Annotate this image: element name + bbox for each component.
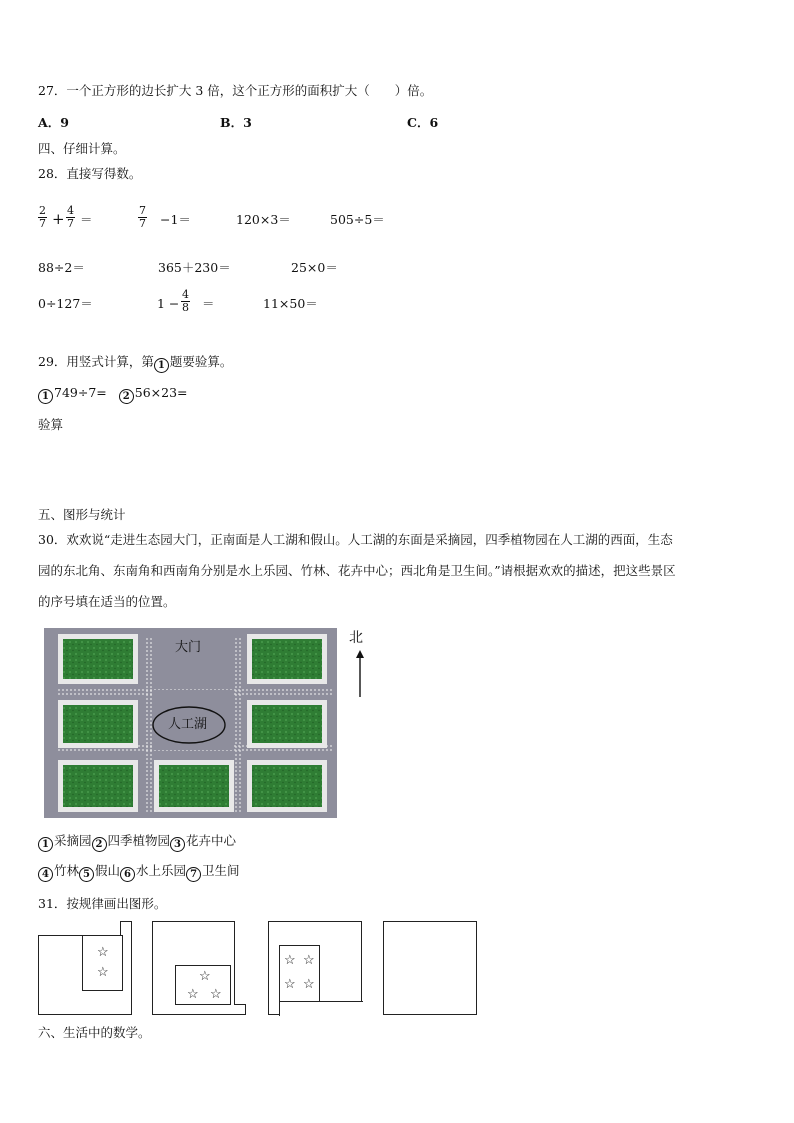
- expr-365plus230: 365＋230＝: [158, 260, 231, 275]
- circled-number: 6: [120, 867, 135, 882]
- expr-11x50: 11×50＝: [263, 296, 318, 311]
- map-block: [58, 634, 138, 684]
- circled-number: 1: [38, 837, 53, 852]
- star-icon: ☆: [284, 977, 296, 992]
- fraction-2-7: [38, 205, 47, 230]
- pattern-box-3: [268, 921, 362, 1015]
- legend-label: 采摘园: [54, 833, 92, 848]
- pattern-star-box: [175, 965, 231, 1005]
- q30-legend-row-2: [38, 863, 240, 882]
- legend-label: 假山: [95, 863, 121, 878]
- q27-option-b: B．3: [220, 115, 252, 130]
- map-block: [154, 760, 234, 812]
- equals-sign: ＝: [202, 296, 215, 311]
- star-icon: ☆: [284, 953, 296, 968]
- north-arrow-icon: [354, 650, 366, 698]
- legend-label: 水上乐园: [136, 863, 187, 878]
- minus-one-expr: −1＝: [160, 212, 191, 227]
- map-block: [58, 760, 138, 812]
- q30-legend-row-1: [38, 833, 236, 852]
- circled-number: 3: [170, 837, 185, 852]
- star-icon: ☆: [187, 987, 199, 1002]
- fraction-4-8: [181, 289, 190, 314]
- pattern-box-2: [152, 921, 246, 1015]
- q30-line-3: 的序号填在适当的位置。: [38, 594, 176, 609]
- numerator: 4: [67, 204, 74, 217]
- pattern-star-box: [279, 945, 320, 1002]
- q29-check-label: 验算: [38, 417, 64, 432]
- denominator: 7: [67, 217, 74, 230]
- q29-items: [38, 385, 188, 404]
- numerator: 4: [182, 288, 189, 301]
- q27-option-a: A．9: [38, 115, 69, 130]
- denominator: 8: [182, 301, 189, 314]
- one-minus: 1 −: [157, 296, 180, 311]
- map-lake-label: 人工湖: [168, 717, 208, 732]
- expr-505div5: 505÷5＝: [330, 212, 385, 227]
- q30-line-2: 园的东北角、东南角和西南角分别是水上乐园、竹林、花卉中心；西北角是卫生间。”请根据欢欢的描述，把这些景区: [38, 563, 676, 578]
- expr-88div2: 88÷2＝: [38, 260, 85, 275]
- legend-label: 卫生间: [202, 863, 240, 878]
- star-icon: ☆: [97, 945, 109, 960]
- expr-120x3: 120×3＝: [236, 212, 291, 227]
- map-gate-label: 大门: [175, 640, 202, 655]
- section-4-heading: 四、仔细计算。: [38, 141, 126, 156]
- q29-title: [38, 354, 232, 373]
- north-label: 北: [349, 630, 363, 646]
- pattern-line: [279, 1001, 363, 1016]
- plus-sign: +: [52, 210, 65, 228]
- pattern-line: [38, 921, 121, 936]
- star-icon: ☆: [199, 969, 211, 984]
- denominator: 7: [139, 217, 146, 230]
- map-block: [58, 700, 138, 748]
- legend-label: 花卉中心: [186, 833, 237, 848]
- circled-number: 7: [186, 867, 201, 882]
- star-icon: ☆: [303, 977, 315, 992]
- star-icon: ☆: [97, 965, 109, 980]
- q31-title: 31．按规律画出图形。: [38, 896, 167, 911]
- fraction-7-7: [138, 205, 147, 230]
- circled-number: 1: [154, 358, 169, 373]
- denominator: 7: [39, 217, 46, 230]
- pattern-star-box: [82, 935, 123, 991]
- pattern-box-1: [38, 921, 132, 1015]
- circled-number: 1: [38, 389, 53, 404]
- legend-label: 竹林: [54, 863, 80, 878]
- numerator: 7: [139, 204, 146, 217]
- map-block: [247, 760, 327, 812]
- section-6-heading: 六、生活中的数学。: [38, 1025, 151, 1040]
- map-block: [247, 700, 327, 748]
- expr-0div127: 0÷127＝: [38, 296, 93, 311]
- q29-item-2: 56×23=: [134, 385, 188, 400]
- section-5-heading: 五、图形与统计: [38, 507, 126, 522]
- pattern-answer-box[interactable]: [383, 921, 477, 1015]
- q29-title-b: 题要验算。: [169, 354, 233, 369]
- star-icon: ☆: [210, 987, 222, 1002]
- numerator: 2: [39, 204, 46, 217]
- circled-number: 2: [119, 389, 134, 404]
- q27-text: 27．一个正方形的边长扩大 3 倍，这个正方形的面积扩大（ ）倍。: [38, 83, 433, 98]
- fraction-4-7: [66, 205, 75, 230]
- q28-title: 28．直接写得数。: [38, 166, 142, 181]
- expr-25x0: 25×0＝: [291, 260, 338, 275]
- q30-line-1: 30．欢欢说“走进生态园大门，正南面是人工湖和假山。人工湖的东面是采摘园，四季植物园在人工湖的西面，生态: [38, 532, 673, 547]
- equals-sign: ＝: [80, 212, 93, 227]
- circled-number: 4: [38, 867, 53, 882]
- q27-option-c: C．6: [407, 115, 439, 130]
- circled-number: 2: [92, 837, 107, 852]
- legend-label: 四季植物园: [107, 833, 171, 848]
- map-block: [247, 634, 327, 684]
- star-icon: ☆: [303, 953, 315, 968]
- pattern-line: [234, 921, 246, 1005]
- q29-title-a: 29．用竖式计算，第: [38, 354, 154, 369]
- circled-number: 5: [79, 867, 94, 882]
- q29-item-1: 749÷7=: [54, 385, 107, 400]
